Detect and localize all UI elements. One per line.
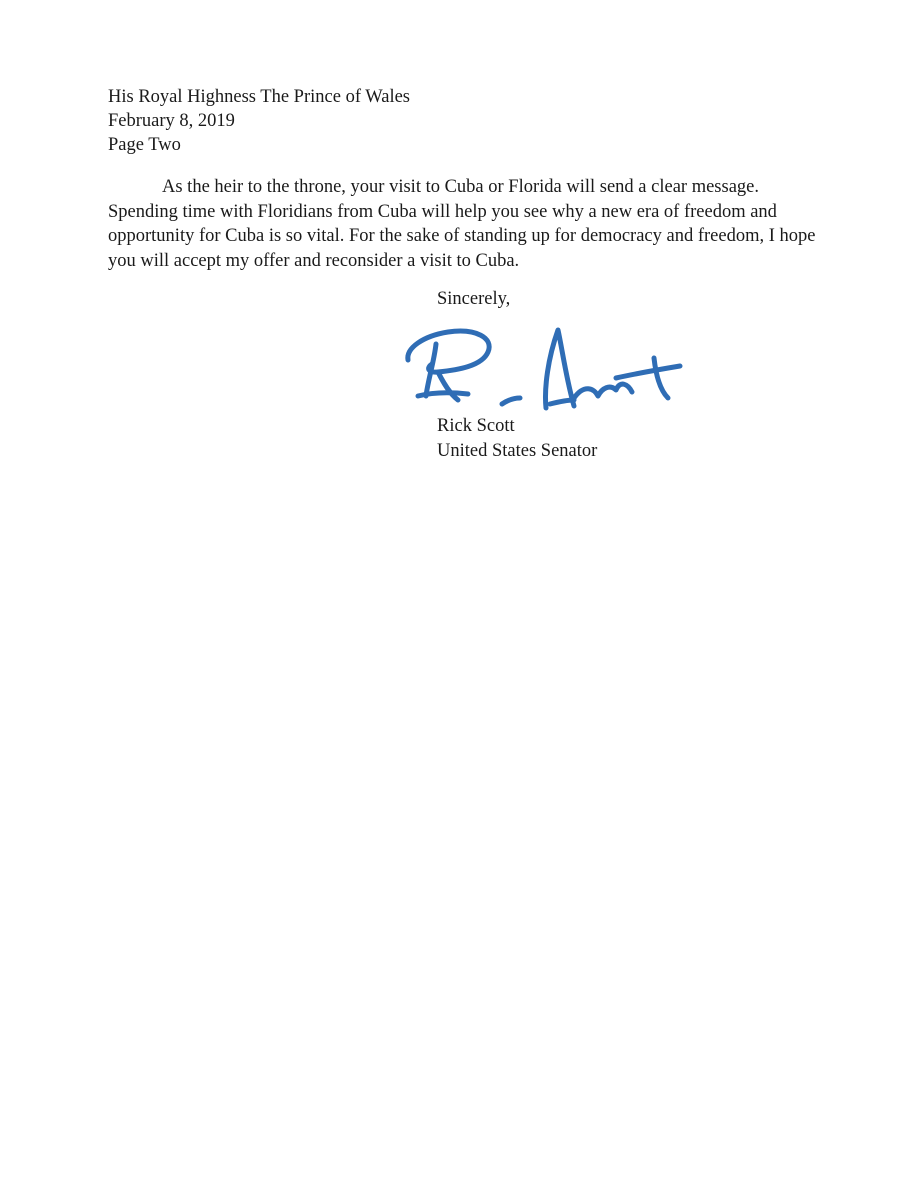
body-paragraph: As the heir to the throne, your visit to Cuba or Florida will send a clear message. Spending time with Floridians from Cuba will help you see why a new era of freedom and opportunity for Cuba is so vital. For the sake of standing up for democracy and freedom, I hope you will accept my offer and reconsider a visit to Cuba. [108,177,816,271]
signer-name: Rick Scott [437,416,515,436]
date-line: February 8, 2019 [108,111,235,131]
page-label: Page Two [108,135,181,155]
signer-block [437,414,597,463]
handwritten-signature [398,318,688,418]
closing-line: Sincerely, [437,289,511,309]
letter-header [108,85,410,157]
signer-title: United States Senator [437,440,598,461]
recipient-line: His Royal Highness The Prince of Wales [108,87,411,107]
